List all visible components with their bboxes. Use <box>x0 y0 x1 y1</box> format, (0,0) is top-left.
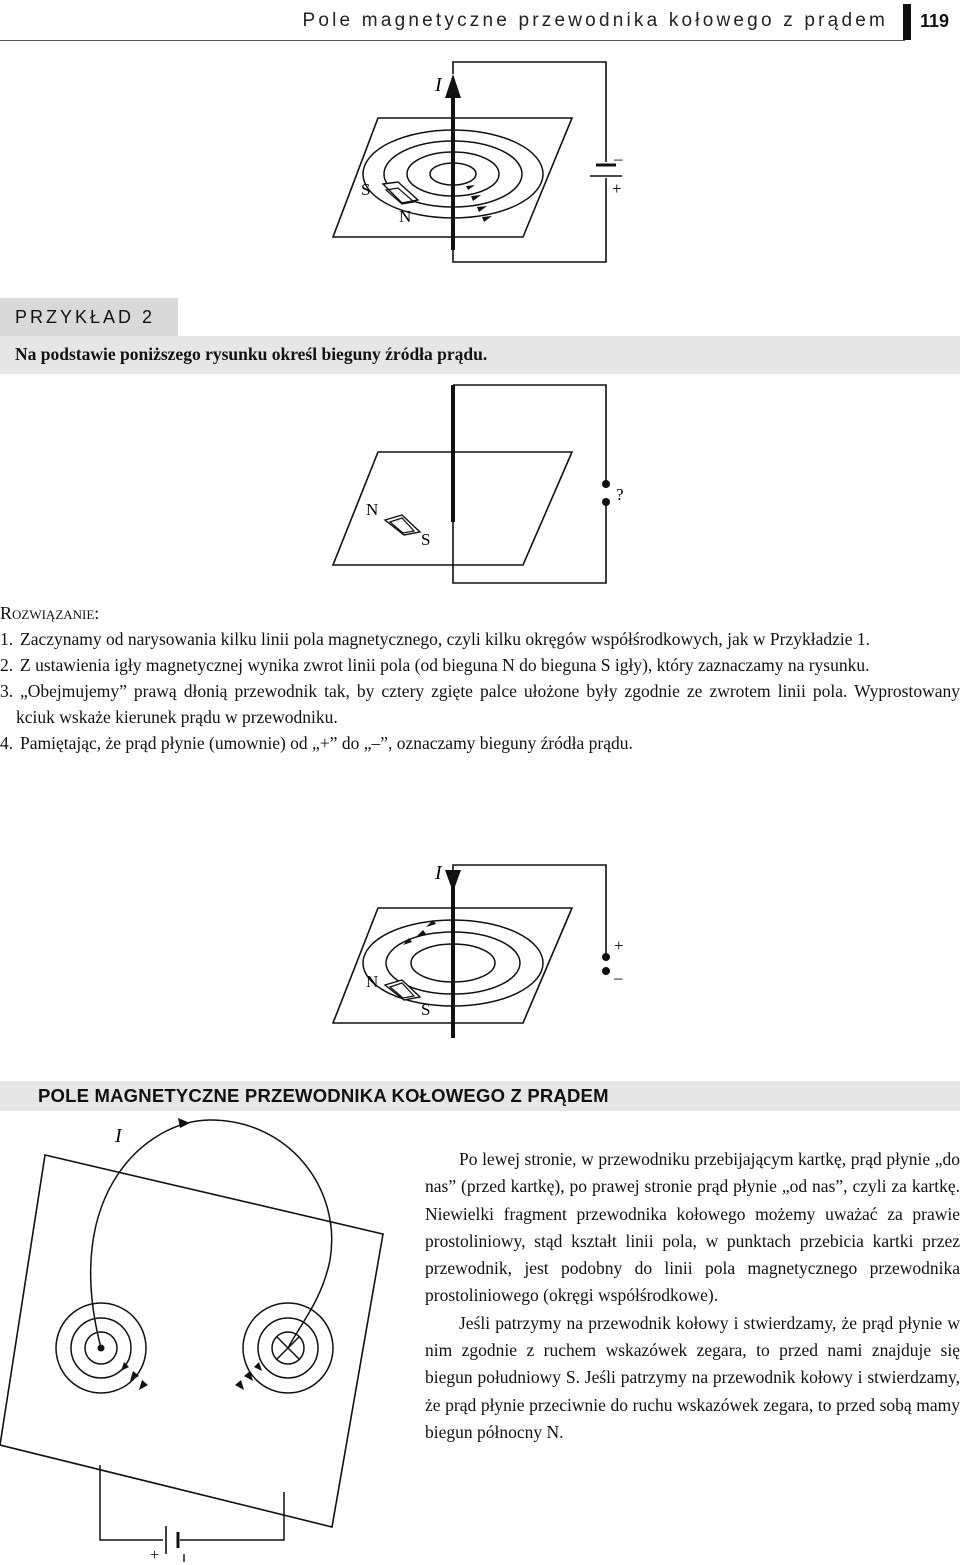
solution-step: 3. „Obejmujemy” prawą dłonią przewodnik tak, by cztery zgięte palce ułożone były zgodnie ze zwrotem linii pola. Wyprostowany kciuk wskaże kierunek prądu w przewodniku. <box>0 681 960 727</box>
section-paragraph: Po lewej stronie, w przewodniku przebijającym kartkę, prąd płynie „do nas” (przed kartkę), po prawej stronie prąd płynie „od nas”, czyli za kartkę. Niewielki fragment przewodnika kołowego możemy uważać za prawie prostoliniowy, stąd kształt linii pola, w punktach przebicia kartki przez przewodnik, jest podobny do linii pola magnetycznego przewodnika prostoliniowego (okręgi współśrodkowe). <box>425 1149 960 1306</box>
circuit-wire-bottom <box>453 504 606 583</box>
circuit-wire-left <box>100 1465 163 1540</box>
circuit-wire-right <box>180 1492 284 1540</box>
current-label: I <box>115 1125 122 1147</box>
field-arrowheads <box>403 920 436 945</box>
south-label: S <box>421 530 431 549</box>
terminal-top <box>602 953 610 961</box>
current-out-dot <box>98 1345 105 1352</box>
header-rule <box>0 40 905 41</box>
current-label: I <box>435 74 442 96</box>
south-label: S <box>421 1000 431 1019</box>
page-number: 119 <box>920 11 950 31</box>
example-label <box>0 298 178 336</box>
solution-heading: Rozwiązanie: <box>0 603 100 623</box>
solution-step: 1. Zaczynamy od narysowania kilku linii pola magnetycznego, czyli kilku okręgów współśrodkowych, jak w Przykładzie 1. <box>0 629 870 649</box>
circuit-wire-top <box>453 385 606 482</box>
terminal-bottom <box>602 498 610 506</box>
south-label: S <box>361 180 371 199</box>
solution <box>0 600 960 756</box>
section-paragraph: Jeśli patrzymy na przewodnik kołowy i stwierdzamy, że prąd płynie w nim zgodnie z ruchem wskazówek zegara, to przed nami znajduje się biegun południowy S. Jeśli patrzymy na przewodnik kołowy i stwierdzamy, że prąd płynie przeciwnie do ruchu wskazówek zegara, to przed sobą mamy biegun północny N. <box>425 1312 960 1442</box>
question-mark: ? <box>616 485 624 504</box>
current-in-cross <box>277 1337 299 1359</box>
example-task-text: Na podstawie poniższego rysunku określ bieguny źródła prądu. <box>15 344 488 364</box>
north-label: N <box>366 500 379 519</box>
running-title: Pole magnetyczne przewodnika kołowego z prądem <box>302 10 888 31</box>
paper-sheet <box>0 1155 383 1527</box>
running-head <box>0 0 960 44</box>
terminal-bottom <box>602 967 610 975</box>
minus-label: – <box>614 968 623 987</box>
current-arrow-up <box>445 74 461 98</box>
solution-step: 4. Pamiętając, że prąd płynie (umownie) od „+” do „–”, oznaczamy bieguny źródła prądu. <box>0 733 633 753</box>
header-bar <box>903 4 911 40</box>
current-direction-arrow <box>178 1118 190 1128</box>
figure-straight-wire-1 <box>320 60 640 270</box>
minus-label: – <box>614 149 623 168</box>
section-title: POLE MAGNETYCZNE PRZEWODNIKA KOŁOWEGO Z PRĄDEM <box>38 1085 609 1106</box>
plus-label: + <box>150 1547 160 1564</box>
solution-step: 2. Z ustawienia igły magnetycznej wynika zwrot linii pola (od bieguna N do bieguna S igły), który zaznaczamy na rysunku. <box>0 655 870 675</box>
circuit-wire-top <box>453 62 606 162</box>
figure-solution <box>320 855 640 1030</box>
current-arrow-down <box>445 870 461 892</box>
section-title-bar <box>0 1081 960 1111</box>
north-label: N <box>366 972 379 991</box>
plus-label: + <box>614 936 624 955</box>
example-label-text: PRZYKŁAD 2 <box>15 307 156 327</box>
figure-circular-conductor <box>30 1115 410 1565</box>
plus-label: + <box>612 179 622 198</box>
current-label: I <box>435 862 442 884</box>
north-label: N <box>399 207 412 226</box>
example-task <box>0 336 960 374</box>
circular-conductor <box>91 1120 332 1348</box>
circuit-wire-top <box>453 865 606 956</box>
section-body <box>425 1146 960 1446</box>
terminal-top <box>602 480 610 488</box>
figure-problem <box>320 380 640 590</box>
